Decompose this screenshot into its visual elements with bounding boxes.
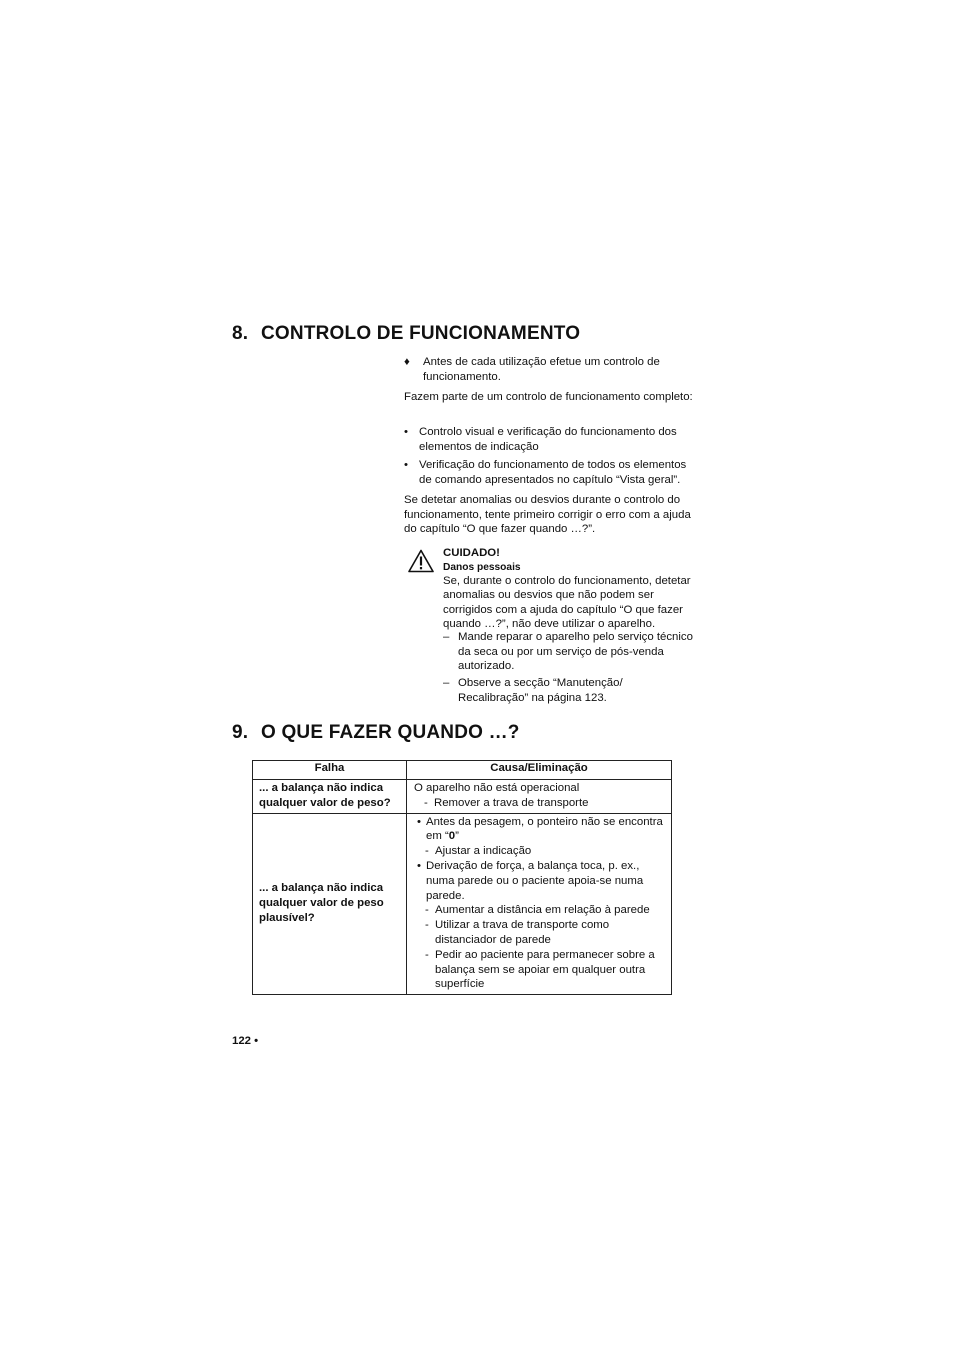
cause-text: Derivação de força, a balança toca, p. ex., numa parede ou o paciente apoia-se numa parede. [426,859,644,902]
section-number: 9. [232,722,249,743]
remedy-item [415,948,668,992]
dash-icon: - [424,796,428,809]
remedy-text: Aumentar a distância em relação à parede [435,904,650,917]
dash-item-text: Mande reparar o aparelho pelo serviço técnico da seca ou por um serviço de pós-venda autorizado. [458,631,693,673]
section-title: O QUE FAZER QUANDO …? [261,722,520,743]
table-header-row [253,761,672,780]
remedy-item [415,903,668,918]
table-row [253,813,672,995]
dash-icon: - [425,948,429,961]
dash-icon: - [425,904,429,917]
intro-bullet-text: Antes de cada utilização efetue um controlo de funcionamento. [423,356,660,383]
cause-cell [407,813,672,995]
section-8-heading [232,323,580,345]
cause-item [415,859,668,903]
cause-text: Antes da pesagem, o ponteiro não se encontra em “ [426,815,663,843]
fault-cell: ... a balança não indica qualquer valor de peso? [253,780,407,814]
bullet-icon: • [417,815,421,828]
troubleshooting-table [252,760,672,995]
zero-value: 0 [448,830,456,843]
remedy-item [414,796,668,811]
dash-icon: - [425,919,429,932]
cause-cell [407,780,672,814]
section-9-heading [232,722,520,744]
warning-triangle-icon [408,549,434,573]
warning-subheading: Danos pessoais [443,561,521,573]
cause-item [415,815,668,845]
list-item-text: Verificação do funcionamento de todos os elementos de comando apresentados no capítulo “Vista geral”. [419,459,687,486]
section-number: 8. [232,323,249,344]
dash-icon: – [443,677,450,689]
section-title: CONTROLO DE FUNCIONAMENTO [261,323,581,344]
paragraph: Se detetar anomalias ou desvios durante o controlo do funcionamento, tente primeiro corrigir o erro com a ajuda do capítulo “O que fazer quando …?”. [404,494,691,536]
list-item-text: Controlo visual e verificação do funcionamento dos elementos de indicação [419,426,677,453]
warning-block [443,546,699,632]
paragraph: Fazem parte de um controlo de funcionamento completo: [404,391,693,403]
table-row [253,780,672,814]
column-header-cause: Causa/Eliminação [407,761,672,780]
warning-heading: CUIDADO! [443,547,500,559]
dash-item-text: Observe a secção “Manutenção/ Recalibração” na página 123. [458,677,623,704]
dash-icon: – [443,631,450,643]
remedy-text: Pedir ao paciente para permanecer sobre a balança sem se apoiar em qualquer outra superfície [435,948,655,991]
column-header-fault: Falha [253,761,407,780]
page-number: 122 • [232,1035,259,1047]
remedy-text: Remover a trava de transporte [434,796,589,809]
remedy-text: Ajustar a indicação [435,845,532,858]
bullet-icon: • [404,459,408,471]
remedy-text: Utilizar a trava de transporte como distanciador de parede [435,919,610,946]
warning-text: Se, durante o controlo do funcionamento, detetar anomalias ou desvios que não podem ser corrigidos com a ajuda do capítulo “O que fazer quando …?”, não deve utilizar o aparelho. [443,574,691,631]
dash-icon: - [425,845,429,858]
cause-text: O aparelho não está operacional [414,782,580,794]
remedy-item [415,918,668,948]
cause-text-end: ” [455,830,459,843]
bullet-icon: • [417,859,421,872]
bullet-icon: • [404,426,408,438]
remedy-item [415,844,668,859]
diamond-bullet-icon: ♦ [404,356,410,368]
fault-cell: ... a balança não indica qualquer valor de peso plausível? [253,813,407,995]
